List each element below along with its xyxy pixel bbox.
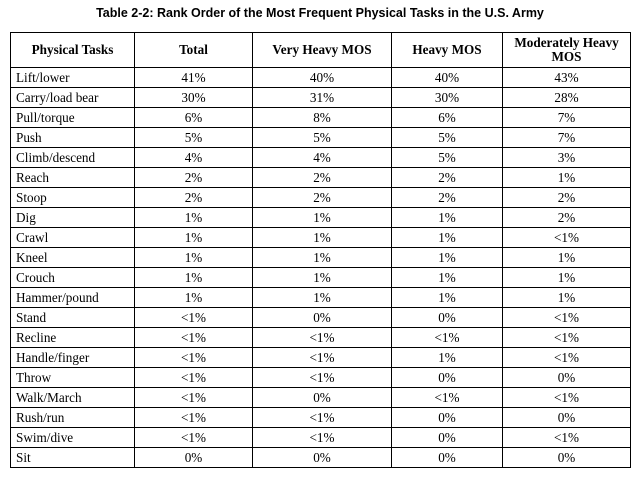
very-heavy-cell: <1% [253, 428, 392, 448]
task-cell: Walk/March [11, 388, 135, 408]
task-cell: Kneel [11, 248, 135, 268]
very-heavy-cell: 1% [253, 208, 392, 228]
header-moderately-heavy-mos: Moderately Heavy MOS [503, 33, 631, 68]
task-cell: Stand [11, 308, 135, 328]
heavy-cell: 1% [392, 228, 503, 248]
moderately-heavy-cell: 0% [503, 368, 631, 388]
moderately-heavy-cell: <1% [503, 348, 631, 368]
heavy-cell: 2% [392, 188, 503, 208]
total-cell: <1% [135, 428, 253, 448]
header-physical-tasks: Physical Tasks [11, 33, 135, 68]
very-heavy-cell: <1% [253, 348, 392, 368]
moderately-heavy-cell: 7% [503, 108, 631, 128]
moderately-heavy-cell: 0% [503, 448, 631, 468]
total-cell: 1% [135, 208, 253, 228]
table-row [11, 188, 631, 208]
moderately-heavy-cell: <1% [503, 428, 631, 448]
task-cell: Climb/descend [11, 148, 135, 168]
table-row [11, 388, 631, 408]
header-heavy-mos: Heavy MOS [392, 33, 503, 68]
moderately-heavy-cell: 3% [503, 148, 631, 168]
heavy-cell: 6% [392, 108, 503, 128]
total-cell: 1% [135, 228, 253, 248]
heavy-cell: 1% [392, 208, 503, 228]
heavy-cell: <1% [392, 328, 503, 348]
very-heavy-cell: <1% [253, 368, 392, 388]
moderately-heavy-cell: 1% [503, 168, 631, 188]
moderately-heavy-cell: 7% [503, 128, 631, 148]
task-cell: Throw [11, 368, 135, 388]
very-heavy-cell: 0% [253, 308, 392, 328]
heavy-cell: 0% [392, 448, 503, 468]
very-heavy-cell: 1% [253, 248, 392, 268]
table-row [11, 248, 631, 268]
task-cell: Crawl [11, 228, 135, 248]
heavy-cell: 1% [392, 348, 503, 368]
table-caption: Table 2-2: Rank Order of the Most Frequent Physical Tasks in the U.S. Army [96, 6, 544, 20]
heavy-cell: 0% [392, 368, 503, 388]
heavy-cell: 1% [392, 288, 503, 308]
total-cell: <1% [135, 348, 253, 368]
total-cell: 41% [135, 68, 253, 88]
task-cell: Pull/torque [11, 108, 135, 128]
very-heavy-cell: <1% [253, 408, 392, 428]
total-cell: 4% [135, 148, 253, 168]
table-row [11, 348, 631, 368]
heavy-cell: <1% [392, 388, 503, 408]
table-row [11, 328, 631, 348]
very-heavy-cell: 1% [253, 268, 392, 288]
total-cell: <1% [135, 308, 253, 328]
table-row [11, 208, 631, 228]
moderately-heavy-cell: 43% [503, 68, 631, 88]
heavy-cell: 5% [392, 148, 503, 168]
heavy-cell: 0% [392, 428, 503, 448]
total-cell: 5% [135, 128, 253, 148]
moderately-heavy-cell: 2% [503, 208, 631, 228]
table-row [11, 88, 631, 108]
total-cell: 2% [135, 168, 253, 188]
very-heavy-cell: 0% [253, 448, 392, 468]
very-heavy-cell: 40% [253, 68, 392, 88]
moderately-heavy-cell: 28% [503, 88, 631, 108]
table-row [11, 408, 631, 428]
moderately-heavy-cell: 0% [503, 408, 631, 428]
total-cell: <1% [135, 388, 253, 408]
table-row [11, 368, 631, 388]
header-row [11, 33, 631, 68]
table-row [11, 228, 631, 248]
very-heavy-cell: <1% [253, 328, 392, 348]
task-cell: Stoop [11, 188, 135, 208]
table-row [11, 68, 631, 88]
very-heavy-cell: 31% [253, 88, 392, 108]
task-cell: Carry/load bear [11, 88, 135, 108]
moderately-heavy-cell: 1% [503, 268, 631, 288]
table-row [11, 308, 631, 328]
total-cell: 0% [135, 448, 253, 468]
table-row [11, 448, 631, 468]
moderately-heavy-cell: 1% [503, 248, 631, 268]
moderately-heavy-cell: <1% [503, 308, 631, 328]
moderately-heavy-cell: <1% [503, 388, 631, 408]
header-total: Total [135, 33, 253, 68]
heavy-cell: 1% [392, 248, 503, 268]
table-row [11, 168, 631, 188]
very-heavy-cell: 5% [253, 128, 392, 148]
moderately-heavy-cell: <1% [503, 328, 631, 348]
very-heavy-cell: 1% [253, 288, 392, 308]
very-heavy-cell: 1% [253, 228, 392, 248]
physical-tasks-table [10, 32, 631, 468]
task-cell: Dig [11, 208, 135, 228]
moderately-heavy-cell: <1% [503, 228, 631, 248]
very-heavy-cell: 8% [253, 108, 392, 128]
very-heavy-cell: 2% [253, 168, 392, 188]
table-row [11, 288, 631, 308]
table-body [11, 68, 631, 468]
task-cell: Swim/dive [11, 428, 135, 448]
very-heavy-cell: 0% [253, 388, 392, 408]
header-very-heavy-mos: Very Heavy MOS [253, 33, 392, 68]
heavy-cell: 5% [392, 128, 503, 148]
task-cell: Sit [11, 448, 135, 468]
heavy-cell: 1% [392, 268, 503, 288]
heavy-cell: 0% [392, 308, 503, 328]
moderately-heavy-cell: 1% [503, 288, 631, 308]
total-cell: 1% [135, 288, 253, 308]
total-cell: 1% [135, 248, 253, 268]
total-cell: <1% [135, 328, 253, 348]
heavy-cell: 2% [392, 168, 503, 188]
heavy-cell: 0% [392, 408, 503, 428]
task-cell: Reach [11, 168, 135, 188]
task-cell: Rush/run [11, 408, 135, 428]
task-cell: Recline [11, 328, 135, 348]
heavy-cell: 30% [392, 88, 503, 108]
task-cell: Crouch [11, 268, 135, 288]
total-cell: <1% [135, 408, 253, 428]
task-cell: Lift/lower [11, 68, 135, 88]
total-cell: 1% [135, 268, 253, 288]
task-cell: Hammer/pound [11, 288, 135, 308]
table-row [11, 108, 631, 128]
total-cell: 2% [135, 188, 253, 208]
table-row [11, 268, 631, 288]
total-cell: 6% [135, 108, 253, 128]
total-cell: <1% [135, 368, 253, 388]
task-cell: Handle/finger [11, 348, 135, 368]
very-heavy-cell: 2% [253, 188, 392, 208]
table-row [11, 128, 631, 148]
heavy-cell: 40% [392, 68, 503, 88]
total-cell: 30% [135, 88, 253, 108]
task-cell: Push [11, 128, 135, 148]
very-heavy-cell: 4% [253, 148, 392, 168]
moderately-heavy-cell: 2% [503, 188, 631, 208]
table-row [11, 428, 631, 448]
table-row [11, 148, 631, 168]
